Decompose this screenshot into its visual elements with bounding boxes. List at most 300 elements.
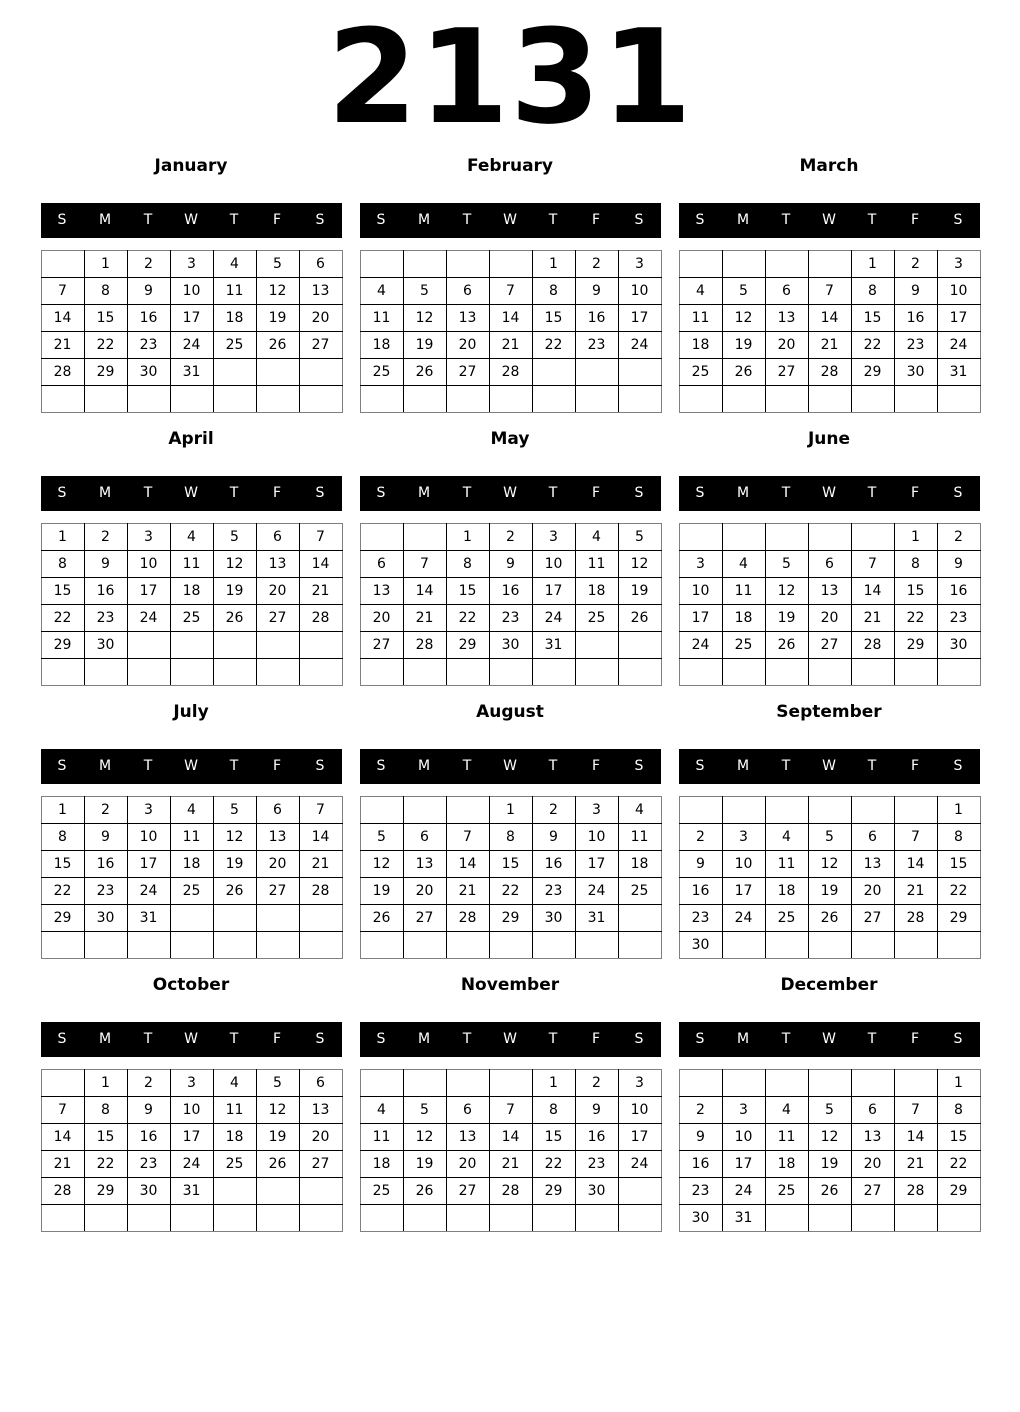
date-cell: 26 (360, 904, 403, 931)
date-cell: 11 (765, 1123, 808, 1150)
weekday-label: M (417, 212, 431, 228)
date-cell: 10 (532, 550, 575, 577)
weekday-label: T (143, 758, 153, 774)
date-cell: 11 (170, 823, 213, 850)
empty-cell (722, 523, 765, 550)
date-cell: 28 (299, 604, 342, 631)
week-row (41, 1150, 342, 1177)
date-cell: 4 (679, 277, 722, 304)
date-cell: 13 (299, 277, 342, 304)
weekday-header (360, 476, 661, 511)
date-cell: 15 (84, 304, 127, 331)
date-cell: 25 (170, 877, 213, 904)
month-name: November (460, 974, 560, 995)
date-cell: 10 (679, 577, 722, 604)
empty-cell (489, 1204, 532, 1231)
empty-cell (299, 385, 342, 412)
month-june (679, 413, 980, 686)
date-cell: 7 (299, 523, 342, 550)
date-cell: 21 (894, 1150, 937, 1177)
month-name: January (154, 155, 228, 176)
date-cell: 8 (937, 823, 980, 850)
date-cell: 29 (84, 358, 127, 385)
date-cell: 26 (403, 1177, 446, 1204)
empty-cell (808, 1069, 851, 1096)
date-cell: 1 (489, 796, 532, 823)
date-cell: 23 (532, 877, 575, 904)
week-row (679, 1123, 980, 1150)
week-row (41, 931, 342, 958)
date-cell: 30 (894, 358, 937, 385)
empty-cell (894, 385, 937, 412)
empty-cell (213, 658, 256, 685)
weekday-label: S (376, 758, 386, 774)
date-cell: 12 (256, 277, 299, 304)
empty-cell (213, 385, 256, 412)
empty-cell (256, 904, 299, 931)
week-row (360, 1123, 661, 1150)
date-cell: 18 (170, 850, 213, 877)
empty-cell (937, 1204, 980, 1231)
empty-cell (575, 631, 618, 658)
date-cell: 25 (575, 604, 618, 631)
weekday-label: M (736, 485, 750, 501)
date-cell: 22 (851, 331, 894, 358)
date-cell: 16 (575, 304, 618, 331)
weekday-label: W (822, 758, 836, 774)
empty-cell (894, 931, 937, 958)
weekday-label: T (867, 212, 877, 228)
date-cell: 30 (84, 904, 127, 931)
empty-cell (851, 796, 894, 823)
date-cell: 27 (808, 631, 851, 658)
date-cell: 18 (360, 1150, 403, 1177)
week-row (679, 1204, 980, 1231)
date-cell: 25 (170, 604, 213, 631)
empty-cell (170, 385, 213, 412)
date-cell: 17 (127, 850, 170, 877)
date-cell: 25 (765, 904, 808, 931)
date-grid (360, 523, 662, 686)
date-cell: 6 (446, 1096, 489, 1123)
date-cell: 25 (765, 1177, 808, 1204)
weekday-header (360, 749, 661, 784)
date-cell: 19 (808, 1150, 851, 1177)
date-cell: 7 (403, 550, 446, 577)
date-cell: 22 (532, 331, 575, 358)
date-grid (360, 1069, 662, 1232)
empty-cell (679, 385, 722, 412)
weekday-header (360, 1022, 661, 1057)
date-cell: 27 (446, 358, 489, 385)
empty-cell (618, 658, 661, 685)
date-cell: 6 (360, 550, 403, 577)
date-cell: 1 (937, 796, 980, 823)
empty-cell (360, 1204, 403, 1231)
month-name: September (776, 701, 882, 722)
date-cell: 22 (937, 877, 980, 904)
empty-cell (765, 931, 808, 958)
date-cell: 9 (894, 277, 937, 304)
weekday-label: T (143, 1031, 153, 1047)
date-cell: 1 (532, 250, 575, 277)
date-cell: 15 (851, 304, 894, 331)
month-february (360, 140, 661, 413)
week-row (360, 796, 661, 823)
date-cell: 29 (894, 631, 937, 658)
week-row (360, 1096, 661, 1123)
weekday-label: F (910, 758, 920, 774)
date-cell: 14 (299, 550, 342, 577)
empty-cell (446, 658, 489, 685)
week-row (679, 304, 980, 331)
date-cell: 16 (894, 304, 937, 331)
empty-cell (489, 1069, 532, 1096)
empty-cell (765, 250, 808, 277)
date-cell: 24 (937, 331, 980, 358)
date-cell: 17 (532, 577, 575, 604)
date-grid (41, 1069, 343, 1232)
weekday-label: W (822, 1031, 836, 1047)
weekday-label: W (822, 212, 836, 228)
date-cell: 26 (256, 1150, 299, 1177)
date-cell: 9 (937, 550, 980, 577)
date-cell: 24 (618, 1150, 661, 1177)
date-cell: 22 (532, 1150, 575, 1177)
date-cell: 29 (41, 631, 84, 658)
date-cell: 18 (575, 577, 618, 604)
empty-cell (851, 523, 894, 550)
week-row (679, 823, 980, 850)
weekday-label: T (143, 212, 153, 228)
date-cell: 4 (618, 796, 661, 823)
date-cell: 28 (403, 631, 446, 658)
weekday-label: S (315, 212, 325, 228)
week-row (41, 904, 342, 931)
empty-cell (41, 1204, 84, 1231)
date-cell: 9 (127, 277, 170, 304)
date-cell: 26 (256, 331, 299, 358)
month-july (41, 686, 342, 959)
week-row (360, 658, 661, 685)
date-cell: 13 (299, 1096, 342, 1123)
date-cell: 13 (446, 304, 489, 331)
date-cell: 8 (532, 1096, 575, 1123)
date-cell: 7 (41, 277, 84, 304)
weekday-label: F (272, 1031, 282, 1047)
date-cell: 15 (894, 577, 937, 604)
date-cell: 25 (618, 877, 661, 904)
date-cell: 16 (489, 577, 532, 604)
empty-cell (446, 250, 489, 277)
week-row (360, 1177, 661, 1204)
date-cell: 17 (618, 1123, 661, 1150)
empty-cell (170, 904, 213, 931)
week-row (679, 904, 980, 931)
empty-cell (360, 250, 403, 277)
weekday-label: W (184, 758, 198, 774)
empty-cell (84, 1204, 127, 1231)
date-grid (679, 523, 981, 686)
date-cell: 3 (722, 823, 765, 850)
date-cell: 24 (575, 877, 618, 904)
empty-cell (894, 796, 937, 823)
date-cell: 20 (299, 304, 342, 331)
date-cell: 7 (851, 550, 894, 577)
weekday-label: T (462, 212, 472, 228)
date-cell: 24 (127, 877, 170, 904)
weekday-label: F (272, 212, 282, 228)
date-cell: 27 (851, 904, 894, 931)
weekday-label: S (57, 1031, 67, 1047)
date-cell: 8 (894, 550, 937, 577)
month-name: June (807, 428, 851, 449)
week-row (679, 385, 980, 412)
empty-cell (851, 1069, 894, 1096)
weekday-label: T (143, 485, 153, 501)
month-october (41, 959, 342, 1232)
date-cell: 30 (937, 631, 980, 658)
date-cell: 1 (84, 250, 127, 277)
date-cell: 30 (679, 1204, 722, 1231)
date-cell: 23 (489, 604, 532, 631)
weekday-header (41, 203, 342, 238)
week-row (41, 250, 342, 277)
date-cell: 11 (213, 277, 256, 304)
date-cell: 31 (127, 904, 170, 931)
date-cell: 11 (722, 577, 765, 604)
weekday-label: S (376, 485, 386, 501)
date-cell: 6 (851, 823, 894, 850)
date-cell: 8 (84, 1096, 127, 1123)
date-cell: 1 (851, 250, 894, 277)
date-cell: 9 (84, 550, 127, 577)
empty-cell (256, 931, 299, 958)
weekday-label: T (548, 758, 558, 774)
empty-cell (722, 931, 765, 958)
empty-cell (489, 931, 532, 958)
weekday-label: W (503, 1031, 517, 1047)
empty-cell (532, 658, 575, 685)
date-grid (360, 250, 662, 413)
empty-cell (256, 1177, 299, 1204)
date-cell: 25 (213, 331, 256, 358)
date-cell: 25 (360, 358, 403, 385)
date-cell: 14 (299, 823, 342, 850)
date-cell: 5 (403, 1096, 446, 1123)
empty-cell (170, 631, 213, 658)
weekday-label: S (376, 1031, 386, 1047)
date-cell: 9 (679, 1123, 722, 1150)
empty-cell (722, 385, 765, 412)
weekday-header (360, 203, 661, 238)
date-cell: 22 (84, 331, 127, 358)
weekday-label: T (462, 485, 472, 501)
empty-cell (446, 931, 489, 958)
empty-cell (403, 931, 446, 958)
date-cell: 26 (213, 877, 256, 904)
month-august (360, 686, 661, 959)
date-cell: 6 (446, 277, 489, 304)
date-cell: 19 (213, 577, 256, 604)
date-cell: 16 (575, 1123, 618, 1150)
date-cell: 4 (213, 1069, 256, 1096)
empty-cell (765, 1069, 808, 1096)
date-cell: 4 (360, 1096, 403, 1123)
date-cell: 7 (446, 823, 489, 850)
week-row (360, 385, 661, 412)
date-cell: 20 (851, 877, 894, 904)
date-cell: 9 (575, 1096, 618, 1123)
weekday-header (679, 1022, 980, 1057)
month-name: April (168, 428, 214, 449)
date-cell: 2 (84, 523, 127, 550)
date-cell: 2 (894, 250, 937, 277)
date-cell: 21 (403, 604, 446, 631)
date-cell: 8 (41, 823, 84, 850)
weekday-label: M (98, 485, 112, 501)
date-cell: 22 (41, 604, 84, 631)
date-cell: 30 (679, 931, 722, 958)
date-cell: 18 (765, 877, 808, 904)
empty-cell (360, 931, 403, 958)
month-name: February (466, 155, 554, 176)
date-cell: 28 (41, 1177, 84, 1204)
week-row (679, 358, 980, 385)
weekday-label: S (953, 1031, 963, 1047)
week-row (360, 277, 661, 304)
empty-cell (360, 658, 403, 685)
date-cell: 11 (575, 550, 618, 577)
date-cell: 4 (575, 523, 618, 550)
empty-cell (170, 931, 213, 958)
empty-cell (808, 658, 851, 685)
date-cell: 14 (489, 1123, 532, 1150)
date-cell: 18 (679, 331, 722, 358)
date-cell: 20 (808, 604, 851, 631)
date-cell: 31 (722, 1204, 765, 1231)
date-cell: 31 (170, 1177, 213, 1204)
date-cell: 3 (127, 523, 170, 550)
empty-cell (299, 904, 342, 931)
week-row (679, 577, 980, 604)
date-cell: 11 (765, 850, 808, 877)
date-cell: 7 (489, 1096, 532, 1123)
date-cell: 16 (127, 1123, 170, 1150)
week-row (41, 796, 342, 823)
date-cell: 17 (618, 304, 661, 331)
date-cell: 19 (360, 877, 403, 904)
empty-cell (808, 1204, 851, 1231)
weekday-label: T (548, 212, 558, 228)
date-cell: 14 (489, 304, 532, 331)
date-cell: 8 (446, 550, 489, 577)
date-cell: 3 (170, 250, 213, 277)
weekday-label: F (591, 485, 601, 501)
date-cell: 4 (170, 523, 213, 550)
week-row (41, 1123, 342, 1150)
date-cell: 24 (722, 904, 765, 931)
date-cell: 23 (894, 331, 937, 358)
date-cell: 23 (84, 604, 127, 631)
date-cell: 13 (360, 577, 403, 604)
date-cell: 22 (894, 604, 937, 631)
date-cell: 3 (618, 250, 661, 277)
empty-cell (403, 658, 446, 685)
date-cell: 14 (41, 304, 84, 331)
week-row (360, 904, 661, 931)
date-cell: 6 (256, 523, 299, 550)
date-cell: 31 (937, 358, 980, 385)
date-cell: 3 (575, 796, 618, 823)
date-cell: 8 (84, 277, 127, 304)
empty-cell (403, 385, 446, 412)
weekday-label: S (57, 485, 67, 501)
date-cell: 26 (618, 604, 661, 631)
empty-cell (679, 658, 722, 685)
empty-cell (894, 1069, 937, 1096)
date-cell: 9 (84, 823, 127, 850)
date-cell: 24 (170, 331, 213, 358)
empty-cell (937, 385, 980, 412)
empty-cell (575, 931, 618, 958)
date-cell: 23 (679, 1177, 722, 1204)
date-cell: 3 (722, 1096, 765, 1123)
week-row (41, 658, 342, 685)
empty-cell (41, 1069, 84, 1096)
weekday-label: S (634, 485, 644, 501)
week-row (41, 277, 342, 304)
empty-cell (532, 1204, 575, 1231)
date-cell: 10 (937, 277, 980, 304)
weekday-label: S (695, 1031, 705, 1047)
weekday-label: W (184, 212, 198, 228)
empty-cell (765, 385, 808, 412)
date-cell: 5 (213, 523, 256, 550)
date-cell: 12 (360, 850, 403, 877)
date-cell: 26 (213, 604, 256, 631)
date-cell: 30 (575, 1177, 618, 1204)
empty-cell (618, 385, 661, 412)
date-cell: 12 (618, 550, 661, 577)
date-cell: 21 (41, 331, 84, 358)
month-name: March (799, 155, 859, 176)
empty-cell (679, 523, 722, 550)
date-cell: 6 (299, 1069, 342, 1096)
date-cell: 2 (679, 823, 722, 850)
date-cell: 18 (360, 331, 403, 358)
date-cell: 2 (679, 1096, 722, 1123)
weekday-label: M (98, 1031, 112, 1047)
date-cell: 9 (127, 1096, 170, 1123)
date-cell: 17 (170, 304, 213, 331)
week-row (679, 550, 980, 577)
date-cell: 10 (722, 850, 765, 877)
empty-cell (84, 658, 127, 685)
date-cell: 4 (170, 796, 213, 823)
weekday-label: F (591, 212, 601, 228)
date-cell: 27 (360, 631, 403, 658)
date-cell: 5 (213, 796, 256, 823)
week-row (360, 550, 661, 577)
date-cell: 18 (618, 850, 661, 877)
week-row (360, 331, 661, 358)
date-cell: 4 (213, 250, 256, 277)
weekday-label: F (910, 1031, 920, 1047)
weekday-label: T (781, 1031, 791, 1047)
date-cell: 26 (403, 358, 446, 385)
date-cell: 27 (256, 877, 299, 904)
